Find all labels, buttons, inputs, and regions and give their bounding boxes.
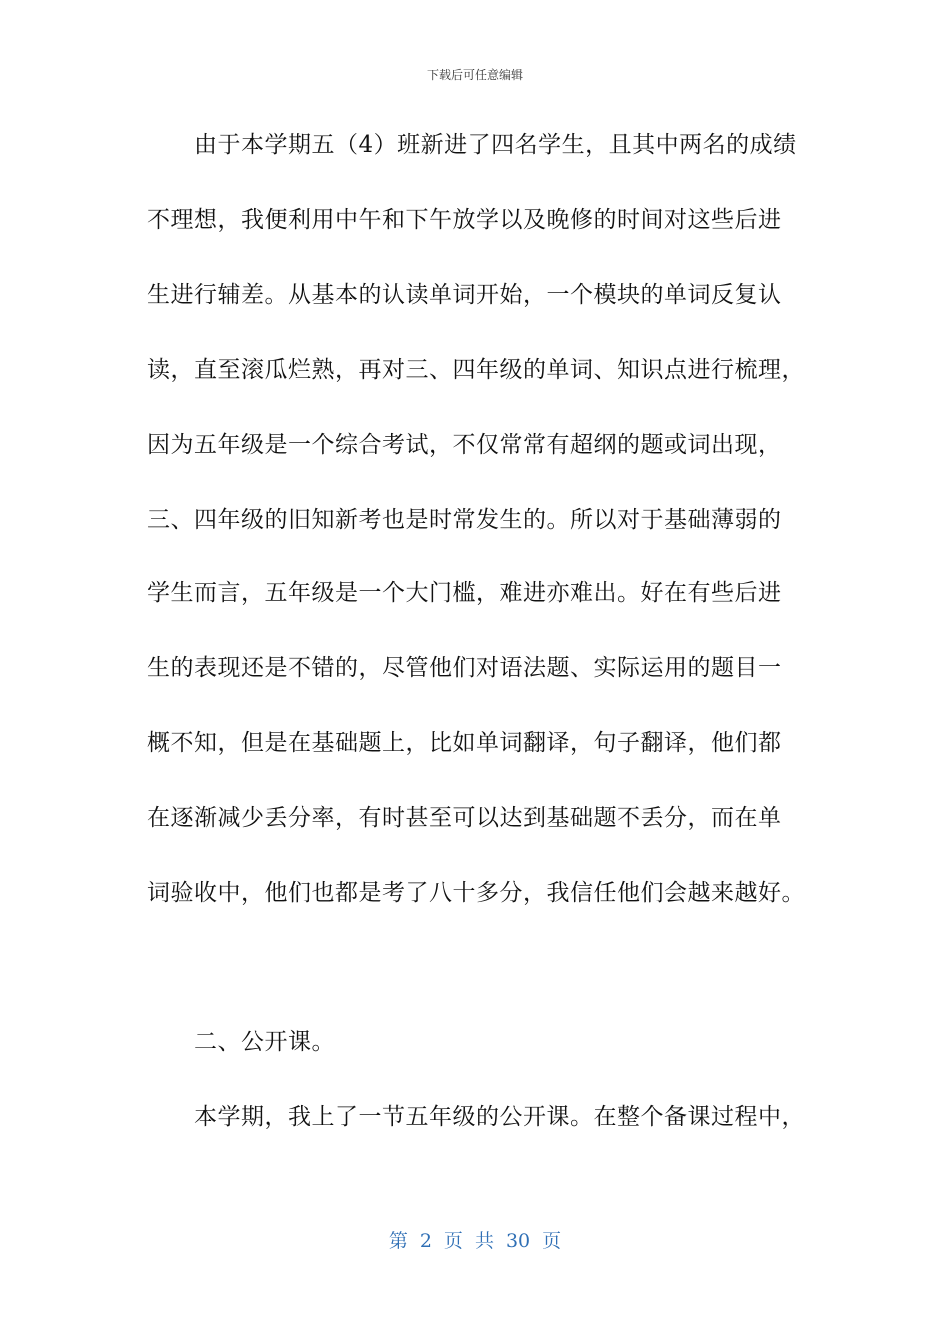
paragraph-line: 读，直至滚瓜烂熟，再对三、四年级的单词、知识点进行梳理，: [147, 357, 805, 383]
footer-prefix: 第: [388, 1230, 408, 1252]
paragraph-line: 生进行辅差。从基本的认读单词开始，一个模块的单词反复认: [147, 282, 782, 308]
page-footer: [0, 1226, 950, 1253]
footer-page-number: 2: [419, 1230, 432, 1252]
paragraph-line: 学生而言，五年级是一个大门槛，难进亦难出。好在有些后进: [147, 580, 782, 606]
section-heading: 二、公开课。: [194, 1029, 335, 1055]
footer-suffix: 页: [542, 1230, 562, 1252]
paragraph-line: 在逐渐减少丢分率，有时甚至可以达到基础题不丢分，而在单: [147, 805, 782, 831]
paragraph-line: 不理想，我便利用中午和下午放学以及晚修的时间对这些后进: [147, 207, 782, 233]
paragraph-line: 由于本学期五（4）班新进了四名学生，且其中两名的成绩: [194, 132, 797, 158]
paragraph-line: 因为五年级是一个综合考试，不仅常常有超纲的题或词出现，: [147, 432, 782, 458]
paragraph-line: 词验收中，他们也都是考了八十多分，我信任他们会越来越好。: [147, 880, 805, 906]
paragraph-line: 本学期，我上了一节五年级的公开课。在整个备课过程中，: [194, 1104, 805, 1130]
paragraph-line: 概不知，但是在基础题上，比如单词翻译，句子翻译，他们都: [147, 730, 782, 756]
footer-middle: 页 共: [443, 1230, 494, 1252]
header-note: 下载后可任意编辑: [426, 68, 523, 82]
footer-total-pages: 30: [505, 1230, 531, 1252]
paragraph-line: 生的表现还是不错的，尽管他们对语法题、实际运用的题目一: [147, 655, 782, 681]
paragraph-line: 三、四年级的旧知新考也是时常发生的。所以对于基础薄弱的: [147, 507, 782, 533]
